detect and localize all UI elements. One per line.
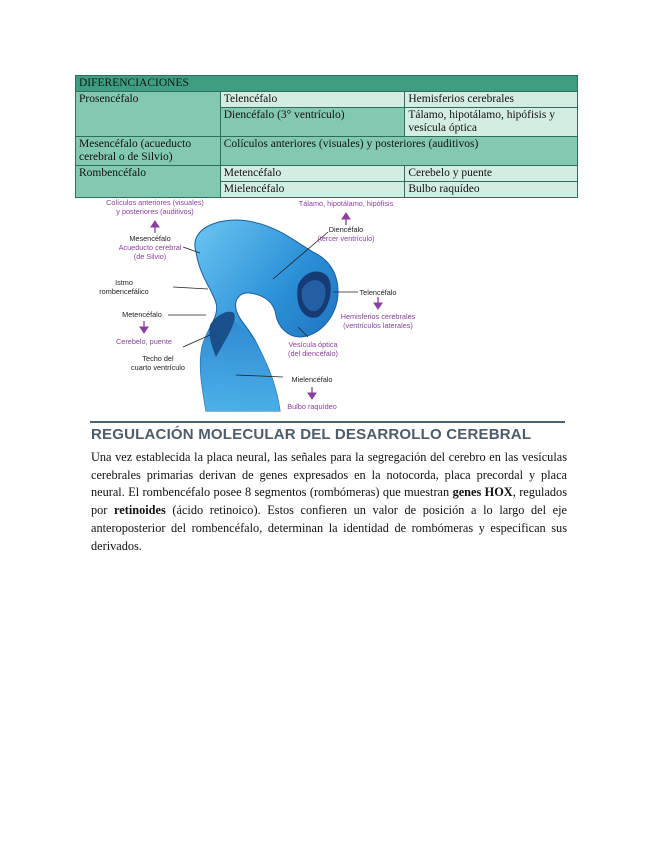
coliculos-label-2: y posteriores (auditivos): [116, 207, 194, 216]
table-header: DIFERENCIACIONES: [76, 76, 578, 92]
istmo-label-2: rombencefálico: [99, 287, 149, 296]
diencefalo-cell: Diencéfalo (3° ventrículo): [220, 108, 405, 137]
brain-vesicles-figure: [88, 197, 428, 415]
acueducto-label-2: (de Silvio): [133, 252, 167, 261]
mielencefalo-label: Mielencéfalo: [291, 375, 333, 384]
retinoides-bold: retinoides: [114, 503, 166, 518]
mesencefalo-cell: Mesencéfalo (acueducto cerebral o de Silvio): [76, 137, 221, 166]
mielencefalo-derivative-cell: Bulbo raquídeo: [405, 182, 578, 198]
vesicula-label-2: (del diencéfalo): [288, 349, 338, 358]
talamo-label: Tálamo, hipotálamo, hipófisis: [298, 199, 394, 208]
table-header-row: [76, 76, 578, 92]
paragraph-text: , regulados por: [91, 485, 567, 518]
prosencefalo-cell: Prosencéfalo: [76, 92, 221, 137]
telencefalo-derivative-cell: Hemisferios cerebrales: [405, 92, 578, 108]
metencefalo-derivative-cell: Cerebelo y puente: [405, 166, 578, 182]
rombencefalo-cell: Rombencéfalo: [76, 166, 221, 198]
diencefalo-label: Diencéfalo: [328, 225, 364, 234]
diencefalo-derivative-cell: Tálamo, hipotálamo, hipófisis y vesícula óptica: [405, 108, 578, 137]
mesencefalo-label: Mesencéfalo: [129, 234, 171, 243]
tercer-ventriculo-label: (tercer ventrículo): [317, 234, 375, 243]
istmo-label: Istmo: [115, 278, 133, 287]
techo-label-2: cuarto ventrículo: [131, 363, 185, 372]
coliculos-label: Colículos anteriores (visuales): [106, 198, 204, 207]
techo-label: Techo del: [142, 354, 174, 363]
hemisferios-label: Hemisferios cerebrales: [340, 312, 416, 321]
mesencefalo-derivative-cell: Colículos anteriores (visuales) y posteriores (auditivos): [220, 137, 577, 166]
telencefalo-cell: Telencéfalo: [220, 92, 405, 108]
table-row: [76, 166, 578, 182]
metencefalo-cell: Metencéfalo: [220, 166, 405, 182]
table-row: [76, 137, 578, 166]
genes-hox-bold: genes HOX: [452, 485, 513, 500]
section-heading: REGULACIÓN MOLECULAR DEL DESARROLLO CEREBRAL: [91, 426, 532, 443]
mielencefalo-cell: Mielencéfalo: [220, 182, 405, 198]
section-divider: [90, 421, 565, 423]
bulbo-label: Bulbo raquídeo: [287, 402, 337, 411]
section-paragraph: [91, 449, 567, 555]
paragraph-text: (ácido retinoico). Estos confieren un valor de posición a lo largo del eje anteroposterior del rombencéfalo, determinan la identidad de rombómeras y especifican sus derivados.: [91, 503, 568, 553]
differentiation-table: [75, 75, 578, 198]
metencefalo-label: Metencéfalo: [122, 310, 162, 319]
telencefalo-label: Telencéfalo: [359, 288, 397, 297]
acueducto-label: Acueducto cerebral: [118, 243, 182, 252]
ventriculos-laterales-label: (ventrículos laterales): [343, 321, 413, 330]
vesicula-label: Vesícula óptica: [288, 340, 338, 349]
table-row: [76, 92, 578, 108]
paragraph-text: Una vez establecida la placa neural, las señales para la segregación del cerebro en las vesículas cerebrales primarias derivan de genes expresados en la notocorda, placa precordal y placa neural. El rombencéfalo posee 8 segmentos (rombómeras) que muestran: [91, 450, 567, 500]
cerebelo-label: Cerebelo, puente: [116, 337, 172, 346]
